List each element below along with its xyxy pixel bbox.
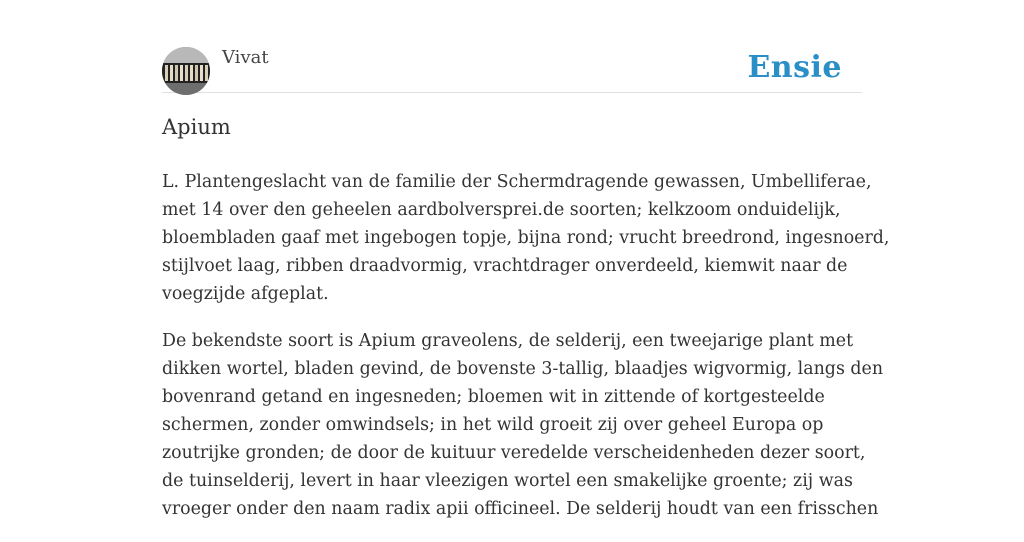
paragraph-line: zoutrijke gronden; de door de kuituur veredelde verscheidenheden dezer soort, <box>162 443 866 463</box>
brand-logo[interactable]: Ensie <box>747 50 842 85</box>
article-title: Apium <box>162 115 231 139</box>
paragraph-line: bovenrand getand en ingesneden; bloemen wit in zittende of kortgesteelde <box>162 387 825 407</box>
header <box>162 46 862 93</box>
paragraph-line: stijlvoet laag, ribben draadvormig, vrachtdrager onverdeeld, kiemwit naar de <box>162 256 848 276</box>
paragraph-line: bloembladen gaaf met ingebogen topje, bijna rond; vrucht breedrond, ingesnoerd, <box>162 228 890 248</box>
author-avatar[interactable] <box>162 47 210 95</box>
paragraph-line: de tuinselderij, levert in haar vleezigen wortel een smakelijke groente; zij was <box>162 471 853 491</box>
paragraph-line: De bekendste soort is Apium graveolens, de selderij, een tweejarige plant met <box>162 331 854 351</box>
paragraph-line: met 14 over den geheelen aardbolversprei.de soorten; kelkzoom onduidelijk, <box>162 200 841 220</box>
article-paragraph <box>162 327 884 523</box>
page <box>162 0 890 519</box>
article-paragraph <box>162 168 890 308</box>
paragraph-line: schermen, zonder omwindsels; in het wild groeit zij over geheel Europa op <box>162 415 824 435</box>
paragraph-line: L. Plantengeslacht van de familie der Schermdragende gewassen, Umbelliferae, <box>162 172 872 192</box>
paragraph-line: voegzijde afgeplat. <box>162 284 329 304</box>
article-body <box>162 168 890 542</box>
paragraph-line: vroeger onder den naam radix apii officineel. De selderij houdt van een frisschen <box>162 499 879 519</box>
library-photo-icon <box>162 47 210 95</box>
paragraph-line: dikken wortel, bladen gevind, de bovenste 3-tallig, blaadjes wigvormig, langs den <box>162 359 884 379</box>
author-link[interactable]: Vivat <box>222 47 269 68</box>
